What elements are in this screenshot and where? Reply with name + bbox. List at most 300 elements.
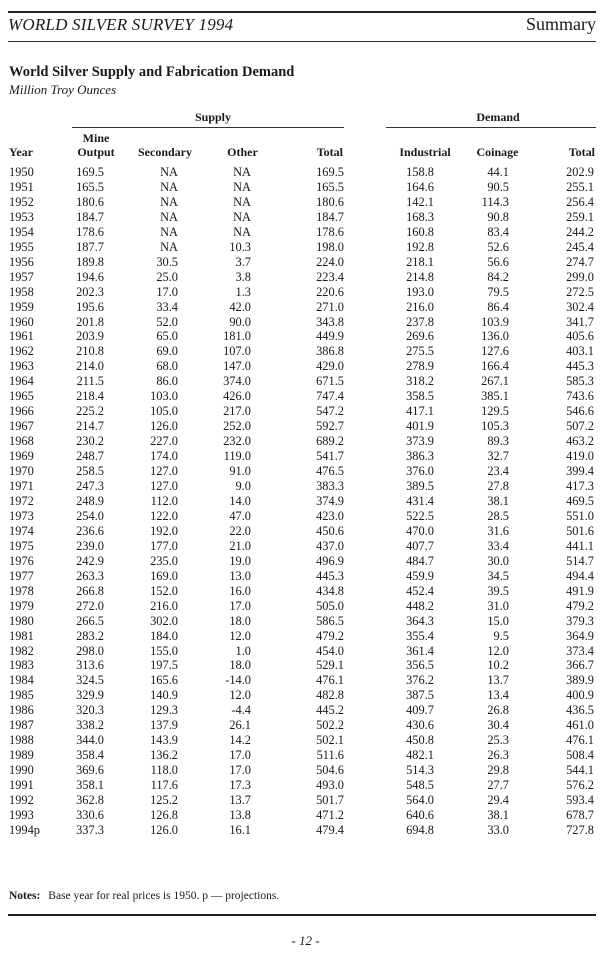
cell-mine-output: 247.3 <box>76 479 104 494</box>
cell-other: NA <box>233 224 251 239</box>
cell-other: 14.0 <box>229 493 251 508</box>
table-row <box>9 389 594 404</box>
cell-secondary: 140.9 <box>150 688 178 703</box>
cell-secondary: 118.0 <box>150 763 178 778</box>
cell-other: 47.0 <box>229 508 251 523</box>
cell-year: 1981 <box>9 628 34 643</box>
table-row <box>9 733 594 748</box>
cell-demand-total: 479.2 <box>566 598 594 613</box>
supply-group-label: Supply <box>194 110 232 124</box>
col-supply-total: Total <box>316 145 343 159</box>
cell-secondary: 103.0 <box>150 389 178 404</box>
cell-mine-output: 189.8 <box>76 254 104 269</box>
cell-year: 1973 <box>9 508 34 523</box>
cell-secondary: 127.0 <box>150 464 178 479</box>
cell-year: 1970 <box>9 464 34 479</box>
cell-coinage: 267.1 <box>481 374 509 389</box>
cell-secondary: 155.0 <box>150 643 178 658</box>
cell-other: 217.0 <box>223 404 251 419</box>
table-row <box>9 404 594 419</box>
cell-coinage: 29.8 <box>487 763 509 778</box>
cell-coinage: 44.1 <box>487 165 509 179</box>
table-row <box>9 554 594 569</box>
cell-secondary: 192.0 <box>150 523 178 538</box>
cell-secondary: 126.0 <box>150 822 178 837</box>
cell-mine-output: 187.7 <box>76 239 104 254</box>
cell-year: 1969 <box>9 449 34 464</box>
cell-other: 374.0 <box>223 374 251 389</box>
cell-other: 3.8 <box>235 269 251 284</box>
cell-secondary: 127.0 <box>150 479 178 494</box>
cell-coinage: 38.1 <box>487 493 509 508</box>
section-header: Summary <box>526 14 596 34</box>
cell-demand-total: 469.5 <box>566 493 594 508</box>
cell-industrial: 548.5 <box>406 778 434 793</box>
cell-other: 12.0 <box>229 628 251 643</box>
cell-demand-total: 419.0 <box>566 449 594 464</box>
cell-secondary: 184.0 <box>150 628 178 643</box>
cell-year: 1967 <box>9 419 34 434</box>
cell-coinage: 105.3 <box>481 419 509 434</box>
cell-year: 1953 <box>9 209 34 224</box>
cell-mine-output: 210.8 <box>76 344 104 359</box>
cell-mine-output: 337.3 <box>76 822 104 837</box>
cell-secondary: NA <box>160 194 178 209</box>
cell-secondary: 152.0 <box>150 583 178 598</box>
cell-demand-total: 259.1 <box>566 209 594 224</box>
cell-demand-total: 417.3 <box>566 479 594 494</box>
cell-coinage: 38.1 <box>487 807 509 822</box>
cell-other: NA <box>233 194 251 209</box>
col-coinage: Coinage <box>476 145 519 159</box>
cell-demand-total: 366.7 <box>566 658 594 673</box>
cell-secondary: NA <box>160 224 178 239</box>
cell-industrial: 218.1 <box>406 254 434 269</box>
table-row <box>9 359 594 374</box>
table-row <box>9 195 594 210</box>
cell-coinage: 29.4 <box>487 793 509 808</box>
cell-industrial: 409.7 <box>406 703 434 718</box>
cell-industrial: 640.6 <box>406 807 434 822</box>
cell-demand-total: 399.4 <box>566 464 594 479</box>
cell-industrial: 193.0 <box>406 284 434 299</box>
cell-demand-total: 514.7 <box>566 553 594 568</box>
cell-supply-total: 169.5 <box>316 165 344 179</box>
cell-coinage: 23.4 <box>487 464 509 479</box>
cell-mine-output: 254.0 <box>76 508 104 523</box>
cell-coinage: 31.6 <box>487 523 509 538</box>
cell-other: 13.7 <box>229 793 251 808</box>
table-row <box>9 329 594 344</box>
demand-group-rule <box>386 127 596 128</box>
cell-year: 1987 <box>9 718 34 733</box>
table-row <box>9 165 594 180</box>
cell-mine-output: 298.0 <box>76 643 104 658</box>
cell-supply-total: 271.0 <box>316 299 344 314</box>
cell-mine-output: 225.2 <box>76 404 104 419</box>
cell-year: 1962 <box>9 344 34 359</box>
cell-year: 1960 <box>9 314 34 329</box>
table-row <box>9 614 594 629</box>
cell-year: 1958 <box>9 284 34 299</box>
cell-other: 16.0 <box>229 583 251 598</box>
cell-year: 1992 <box>9 793 34 808</box>
cell-coinage: 39.5 <box>487 583 509 598</box>
cell-other: 232.0 <box>223 434 251 449</box>
cell-year: 1974 <box>9 523 34 538</box>
cell-demand-total: 441.1 <box>566 538 594 553</box>
cell-supply-total: 445.2 <box>316 703 344 718</box>
cell-coinage: 30.4 <box>487 718 509 733</box>
cell-demand-total: 508.4 <box>566 748 594 763</box>
cell-industrial: 430.6 <box>406 718 434 733</box>
cell-supply-total: 671.5 <box>316 374 344 389</box>
cell-demand-total: 202.9 <box>566 165 594 179</box>
cell-coinage: 26.3 <box>487 748 509 763</box>
cell-industrial: 407.7 <box>406 538 434 553</box>
table-row <box>9 300 594 315</box>
cell-secondary: 86.0 <box>156 374 178 389</box>
table-row <box>9 629 594 644</box>
table-row <box>9 210 594 225</box>
cell-coinage: 84.2 <box>487 269 509 284</box>
cell-coinage: 56.6 <box>487 254 509 269</box>
cell-supply-total: 178.6 <box>316 224 344 239</box>
cell-coinage: 30.0 <box>487 553 509 568</box>
cell-supply-total: 476.1 <box>316 673 344 688</box>
cell-other: 1.0 <box>235 643 251 658</box>
cell-coinage: 26.8 <box>487 703 509 718</box>
table-row <box>9 569 594 584</box>
table-row <box>9 225 594 240</box>
cell-year: 1954 <box>9 224 34 239</box>
cell-coinage: 90.8 <box>487 209 509 224</box>
cell-secondary: 69.0 <box>156 344 178 359</box>
cell-industrial: 376.0 <box>406 464 434 479</box>
table-row <box>9 584 594 599</box>
cell-industrial: 192.8 <box>406 239 434 254</box>
cell-supply-total: 165.5 <box>316 179 344 194</box>
cell-coinage: 13.4 <box>487 688 509 703</box>
cell-demand-total: 436.5 <box>566 703 594 718</box>
cell-secondary: 177.0 <box>150 538 178 553</box>
cell-demand-total: 507.2 <box>566 419 594 434</box>
cell-year: 1975 <box>9 538 34 553</box>
cell-other: 17.0 <box>229 763 251 778</box>
cell-other: 181.0 <box>223 329 251 344</box>
cell-mine-output: 202.3 <box>76 284 104 299</box>
cell-supply-total: 502.2 <box>316 718 344 733</box>
cell-industrial: 484.7 <box>406 553 434 568</box>
cell-other: 17.0 <box>229 748 251 763</box>
cell-supply-total: 343.8 <box>316 314 344 329</box>
cell-industrial: 318.2 <box>406 374 434 389</box>
cell-mine-output: 214.7 <box>76 419 104 434</box>
cell-year: 1985 <box>9 688 34 703</box>
cell-industrial: 522.5 <box>406 508 434 523</box>
cell-mine-output: 362.8 <box>76 793 104 808</box>
table-row <box>9 539 594 554</box>
cell-year: 1993 <box>9 807 34 822</box>
cell-year: 1988 <box>9 733 34 748</box>
cell-mine-output: 283.2 <box>76 628 104 643</box>
cell-industrial: 401.9 <box>406 419 434 434</box>
cell-mine-output: 329.9 <box>76 688 104 703</box>
cell-other: -4.4 <box>231 703 251 718</box>
cell-demand-total: 255.1 <box>566 179 594 194</box>
cell-year: 1994p <box>9 822 40 837</box>
table-row <box>9 240 594 255</box>
cell-secondary: 25.0 <box>156 269 178 284</box>
cell-secondary: 227.0 <box>150 434 178 449</box>
cell-coinage: 10.2 <box>487 658 509 673</box>
cell-year: 1972 <box>9 493 34 508</box>
cell-coinage: 12.0 <box>487 643 509 658</box>
table-title: World Silver Supply and Fabrication Demand <box>9 64 295 80</box>
cell-coinage: 127.6 <box>481 344 509 359</box>
cell-supply-total: 445.3 <box>316 568 344 583</box>
cell-other: 426.0 <box>223 389 251 404</box>
cell-coinage: 9.5 <box>493 628 509 643</box>
cell-industrial: 358.5 <box>406 389 434 404</box>
cell-other: 17.0 <box>229 598 251 613</box>
cell-secondary: 302.0 <box>150 613 178 628</box>
cell-supply-total: 479.2 <box>316 628 344 643</box>
cell-year: 1959 <box>9 299 34 314</box>
cell-mine-output: 195.6 <box>76 299 104 314</box>
cell-year: 1980 <box>9 613 34 628</box>
cell-secondary: 126.0 <box>150 419 178 434</box>
table-row <box>9 464 594 479</box>
cell-year: 1964 <box>9 374 34 389</box>
cell-year: 1986 <box>9 703 34 718</box>
cell-coinage: 34.5 <box>487 568 509 583</box>
cell-coinage: 103.9 <box>481 314 509 329</box>
cell-industrial: 387.5 <box>406 688 434 703</box>
table-row <box>9 270 594 285</box>
cell-other: 9.0 <box>235 479 251 494</box>
cell-demand-total: 445.3 <box>566 359 594 374</box>
cell-demand-total: 373.4 <box>566 643 594 658</box>
cell-supply-total: 689.2 <box>316 434 344 449</box>
cell-mine-output: 338.2 <box>76 718 104 733</box>
cell-industrial: 275.5 <box>406 344 434 359</box>
page-number: - 12 - <box>291 933 320 948</box>
cell-demand-total: 341.7 <box>566 314 594 329</box>
cell-mine-output: 358.4 <box>76 748 104 763</box>
col-year: Year <box>9 145 33 159</box>
cell-other: 10.3 <box>229 239 251 254</box>
cell-secondary: 235.0 <box>150 553 178 568</box>
cell-mine-output: 239.0 <box>76 538 104 553</box>
cell-demand-total: 476.1 <box>566 733 594 748</box>
cell-secondary: 33.4 <box>156 299 178 314</box>
cell-secondary: 137.9 <box>150 718 178 733</box>
cell-industrial: 470.0 <box>406 523 434 538</box>
cell-mine-output: 330.6 <box>76 807 104 822</box>
cell-secondary: 216.0 <box>150 598 178 613</box>
cell-industrial: 431.4 <box>406 493 434 508</box>
cell-supply-total: 592.7 <box>316 419 344 434</box>
cell-coinage: 33.0 <box>487 822 509 837</box>
table-row <box>9 823 594 838</box>
table-row <box>9 778 594 793</box>
cell-mine-output: 180.6 <box>76 194 104 209</box>
cell-industrial: 459.9 <box>406 568 434 583</box>
cell-mine-output: 266.8 <box>76 583 104 598</box>
cell-supply-total: 224.0 <box>316 254 344 269</box>
table-row <box>9 255 594 270</box>
cell-demand-total: 274.7 <box>566 254 594 269</box>
cell-coinage: 13.7 <box>487 673 509 688</box>
table-row <box>9 374 594 389</box>
cell-demand-total: 544.1 <box>566 763 594 778</box>
cell-industrial: 386.3 <box>406 449 434 464</box>
cell-mine-output: 211.5 <box>76 374 104 389</box>
table-row <box>9 479 594 494</box>
cell-year: 1978 <box>9 583 34 598</box>
col-industrial: Industrial <box>399 145 451 159</box>
cell-mine-output: 236.6 <box>76 523 104 538</box>
cell-secondary: 129.3 <box>150 703 178 718</box>
cell-supply-total: 223.4 <box>316 269 344 284</box>
cell-year: 1950 <box>9 165 34 179</box>
cell-year: 1979 <box>9 598 34 613</box>
cell-industrial: 452.4 <box>406 583 434 598</box>
cell-other: 22.0 <box>229 523 251 538</box>
cell-supply-total: 504.6 <box>316 763 344 778</box>
col-demand-total: Total <box>568 145 595 159</box>
table-row <box>9 419 594 434</box>
cell-industrial: 361.4 <box>406 643 434 658</box>
cell-year: 1977 <box>9 568 34 583</box>
cell-other: 16.1 <box>229 822 251 837</box>
cell-mine-output: 344.0 <box>76 733 104 748</box>
cell-coinage: 25.3 <box>487 733 509 748</box>
cell-year: 1957 <box>9 269 34 284</box>
cell-mine-output: 242.9 <box>76 553 104 568</box>
cell-coinage: 79.5 <box>487 284 509 299</box>
cell-coinage: 33.4 <box>487 538 509 553</box>
cell-other: 14.2 <box>229 733 251 748</box>
cell-coinage: 31.0 <box>487 598 509 613</box>
cell-secondary: 169.0 <box>150 568 178 583</box>
cell-demand-total: 743.6 <box>566 389 594 404</box>
cell-mine-output: 272.0 <box>76 598 104 613</box>
cell-demand-total: 272.5 <box>566 284 594 299</box>
cell-coinage: 89.3 <box>487 434 509 449</box>
cell-industrial: 356.5 <box>406 658 434 673</box>
col-mine-output <box>66 131 126 159</box>
cell-year: 1951 <box>9 179 34 194</box>
cell-industrial: 160.8 <box>406 224 434 239</box>
table-row <box>9 673 594 688</box>
cell-other: 13.8 <box>229 807 251 822</box>
col-mine-line1: Mine <box>82 131 110 145</box>
cell-other: -14.0 <box>225 673 251 688</box>
cell-secondary: 52.0 <box>156 314 178 329</box>
table-row <box>9 644 594 659</box>
cell-industrial: 168.3 <box>406 209 434 224</box>
cell-industrial: 142.1 <box>406 194 434 209</box>
cell-secondary: 17.0 <box>156 284 178 299</box>
cell-supply-total: 476.5 <box>316 464 344 479</box>
cell-other: 21.0 <box>229 538 251 553</box>
cell-coinage: 90.5 <box>487 179 509 194</box>
table-row <box>9 703 594 718</box>
cell-other: 19.0 <box>229 553 251 568</box>
cell-supply-total: 454.0 <box>316 643 344 658</box>
cell-supply-total: 423.0 <box>316 508 344 523</box>
cell-supply-total: 437.0 <box>316 538 344 553</box>
top-rule <box>8 11 596 13</box>
cell-mine-output: 203.9 <box>76 329 104 344</box>
cell-mine-output: 320.3 <box>76 703 104 718</box>
cell-coinage: 28.5 <box>487 508 509 523</box>
cell-supply-total: 502.1 <box>316 733 344 748</box>
cell-coinage: 86.4 <box>487 299 509 314</box>
cell-supply-total: 496.9 <box>316 553 344 568</box>
cell-secondary: 112.0 <box>150 493 178 508</box>
cell-mine-output: 313.6 <box>76 658 104 673</box>
table-row <box>9 718 594 733</box>
cell-industrial: 694.8 <box>406 822 434 837</box>
cell-mine-output: 324.5 <box>76 673 104 688</box>
table-row <box>9 285 594 300</box>
cell-industrial: 564.0 <box>406 793 434 808</box>
cell-year: 1983 <box>9 658 34 673</box>
cell-demand-total: 299.0 <box>566 269 594 284</box>
cell-other: 26.1 <box>229 718 251 733</box>
cell-demand-total: 491.9 <box>566 583 594 598</box>
cell-mine-output: 266.5 <box>76 613 104 628</box>
cell-supply-total: 505.0 <box>316 598 344 613</box>
cell-demand-total: 461.0 <box>566 718 594 733</box>
cell-other: 42.0 <box>229 299 251 314</box>
cell-secondary: 197.5 <box>150 658 178 673</box>
cell-mine-output: 230.2 <box>76 434 104 449</box>
cell-secondary: NA <box>160 165 178 179</box>
cell-coinage: 385.1 <box>481 389 509 404</box>
cell-secondary: 143.9 <box>150 733 178 748</box>
cell-demand-total: 403.1 <box>566 344 594 359</box>
cell-year: 1952 <box>9 194 34 209</box>
cell-year: 1990 <box>9 763 34 778</box>
cell-industrial: 417.1 <box>406 404 434 419</box>
cell-industrial: 216.0 <box>406 299 434 314</box>
cell-demand-total: 379.3 <box>566 613 594 628</box>
cell-supply-total: 374.9 <box>316 493 344 508</box>
cell-industrial: 482.1 <box>406 748 434 763</box>
cell-mine-output: 184.7 <box>76 209 104 224</box>
cell-supply-total: 541.7 <box>316 449 344 464</box>
cell-other: NA <box>233 209 251 224</box>
cell-other: 13.0 <box>229 568 251 583</box>
cell-secondary: 136.2 <box>150 748 178 763</box>
cell-other: 147.0 <box>223 359 251 374</box>
cell-industrial: 448.2 <box>406 598 434 613</box>
table-row <box>9 344 594 359</box>
cell-supply-total: 586.5 <box>316 613 344 628</box>
cell-demand-total: 256.4 <box>566 194 594 209</box>
table-row <box>9 808 594 823</box>
cell-year: 1961 <box>9 329 34 344</box>
cell-supply-total: 180.6 <box>316 194 344 209</box>
notes-label: Notes: <box>9 890 41 902</box>
cell-year: 1991 <box>9 778 34 793</box>
cell-year: 1963 <box>9 359 34 374</box>
cell-industrial: 373.9 <box>406 434 434 449</box>
